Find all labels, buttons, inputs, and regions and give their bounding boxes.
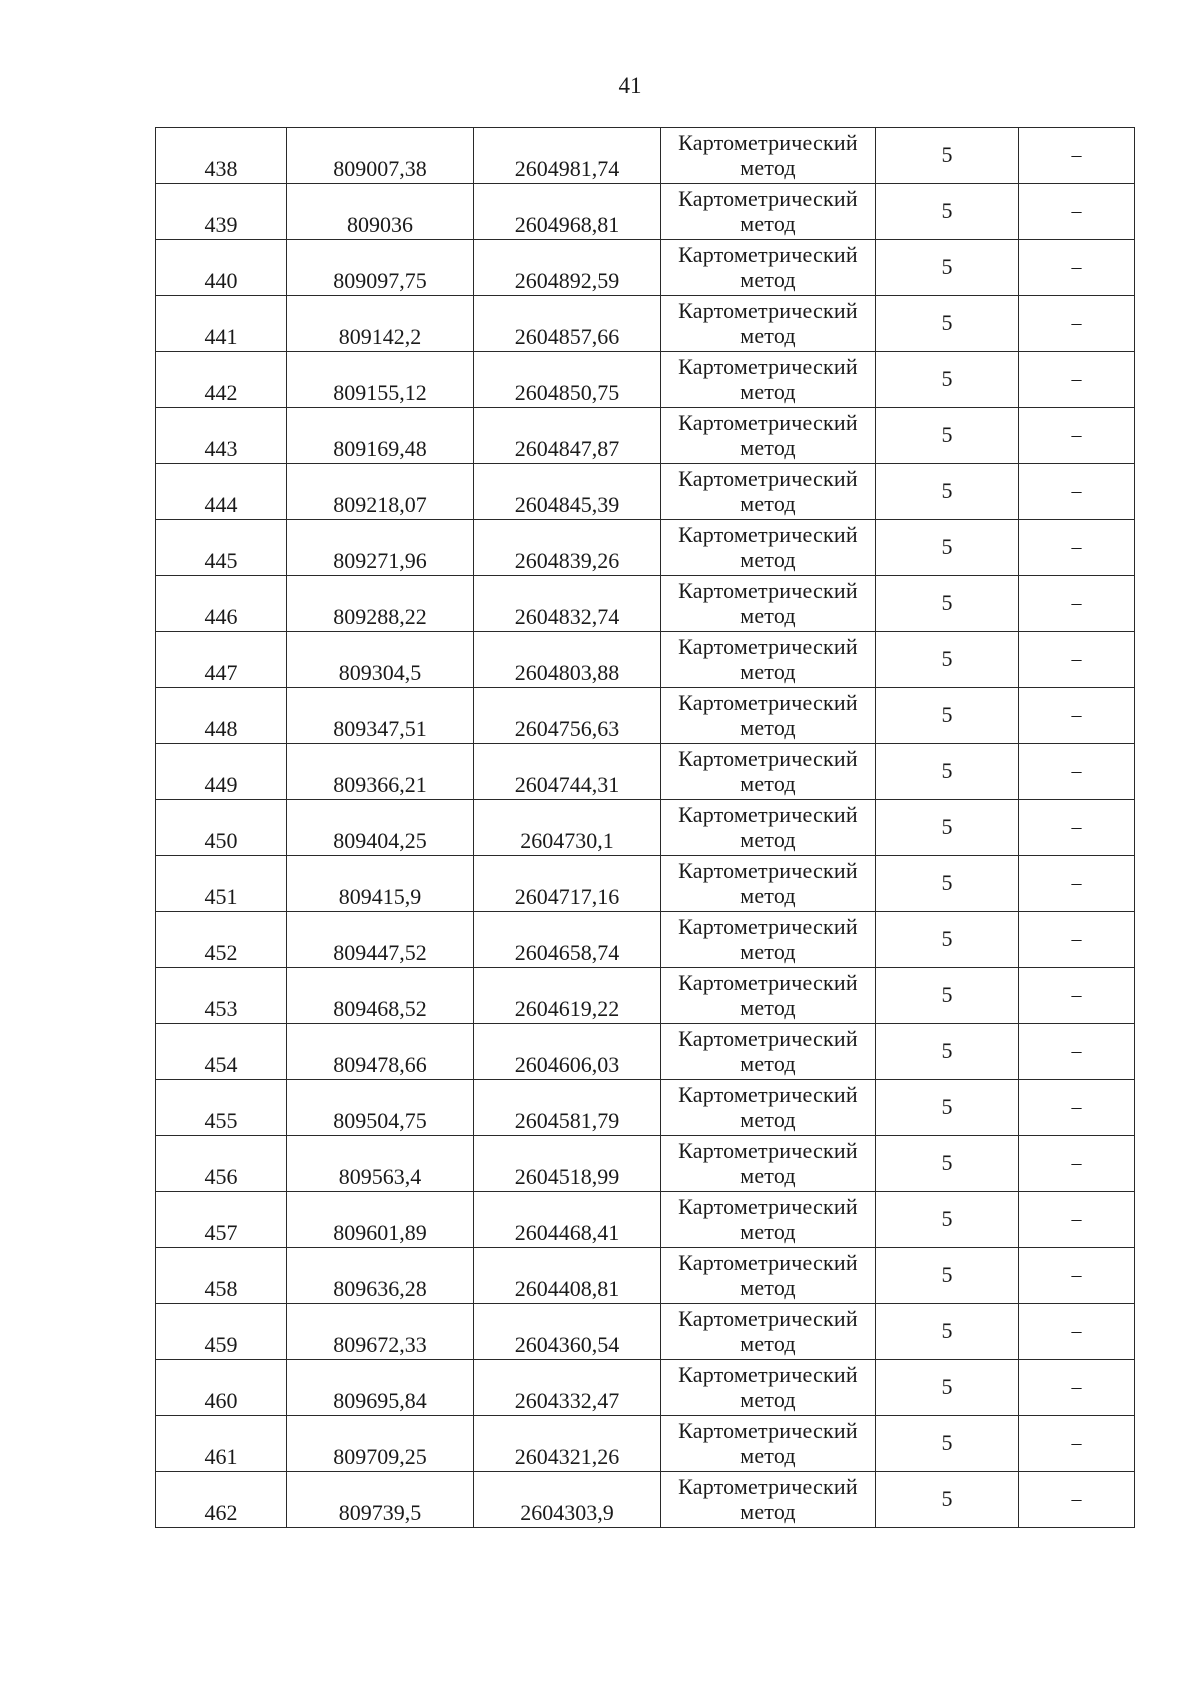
table-row bbox=[156, 128, 1135, 184]
y-coordinate-cell: 2604744,31 bbox=[474, 744, 661, 800]
x-coordinate-cell: 809468,52 bbox=[287, 968, 474, 1024]
method-line-2: метод bbox=[740, 994, 796, 1020]
accuracy-cell: 5 bbox=[876, 352, 1019, 408]
accuracy-cell: 5 bbox=[876, 1304, 1019, 1360]
accuracy-cell: 5 bbox=[876, 856, 1019, 912]
point-number-cell: 445 bbox=[156, 520, 287, 576]
method-line-2: метод bbox=[740, 546, 796, 572]
x-coordinate-cell: 809695,84 bbox=[287, 1360, 474, 1416]
method-cell bbox=[661, 1472, 876, 1528]
method-line-1: Картометрический bbox=[678, 857, 858, 883]
y-coordinate-cell: 2604408,81 bbox=[474, 1248, 661, 1304]
x-coordinate-cell: 809739,5 bbox=[287, 1472, 474, 1528]
table-row bbox=[156, 240, 1135, 296]
y-coordinate-cell: 2604845,39 bbox=[474, 464, 661, 520]
method-line-1: Картометрический bbox=[678, 1081, 858, 1107]
table-row bbox=[156, 296, 1135, 352]
method-cell bbox=[661, 1304, 876, 1360]
table-row bbox=[156, 1416, 1135, 1472]
method-line-2: метод bbox=[740, 322, 796, 348]
method-line-2: метод bbox=[740, 1386, 796, 1412]
note-cell: – bbox=[1019, 520, 1135, 576]
y-coordinate-cell: 2604850,75 bbox=[474, 352, 661, 408]
method-line-2: метод bbox=[740, 602, 796, 628]
accuracy-cell: 5 bbox=[876, 1080, 1019, 1136]
point-number-cell: 439 bbox=[156, 184, 287, 240]
accuracy-cell: 5 bbox=[876, 1136, 1019, 1192]
method-line-2: метод bbox=[740, 826, 796, 852]
y-coordinate-cell: 2604658,74 bbox=[474, 912, 661, 968]
accuracy-cell: 5 bbox=[876, 296, 1019, 352]
y-coordinate-cell: 2604581,79 bbox=[474, 1080, 661, 1136]
note-cell: – bbox=[1019, 1416, 1135, 1472]
x-coordinate-cell: 809478,66 bbox=[287, 1024, 474, 1080]
note-cell: – bbox=[1019, 688, 1135, 744]
note-cell: – bbox=[1019, 1136, 1135, 1192]
method-line-1: Картометрический bbox=[678, 521, 858, 547]
method-line-2: метод bbox=[740, 1162, 796, 1188]
table-body bbox=[156, 128, 1135, 1528]
x-coordinate-cell: 809709,25 bbox=[287, 1416, 474, 1472]
method-line-1: Картометрический bbox=[678, 353, 858, 379]
note-cell: – bbox=[1019, 632, 1135, 688]
coordinates-table bbox=[155, 127, 1135, 1528]
note-cell: – bbox=[1019, 1304, 1135, 1360]
x-coordinate-cell: 809142,2 bbox=[287, 296, 474, 352]
method-line-2: метод bbox=[740, 882, 796, 908]
table-row bbox=[156, 912, 1135, 968]
table-row bbox=[156, 1080, 1135, 1136]
method-line-1: Картометрический bbox=[678, 801, 858, 827]
method-cell bbox=[661, 688, 876, 744]
point-number-cell: 457 bbox=[156, 1192, 287, 1248]
table-row bbox=[156, 800, 1135, 856]
point-number-cell: 453 bbox=[156, 968, 287, 1024]
point-number-cell: 458 bbox=[156, 1248, 287, 1304]
note-cell: – bbox=[1019, 1248, 1135, 1304]
note-cell: – bbox=[1019, 912, 1135, 968]
method-cell bbox=[661, 464, 876, 520]
y-coordinate-cell: 2604360,54 bbox=[474, 1304, 661, 1360]
x-coordinate-cell: 809347,51 bbox=[287, 688, 474, 744]
method-line-1: Картометрический bbox=[678, 577, 858, 603]
accuracy-cell: 5 bbox=[876, 632, 1019, 688]
note-cell: – bbox=[1019, 1360, 1135, 1416]
table-row bbox=[156, 968, 1135, 1024]
table-row bbox=[156, 520, 1135, 576]
point-number-cell: 455 bbox=[156, 1080, 287, 1136]
point-number-cell: 452 bbox=[156, 912, 287, 968]
accuracy-cell: 5 bbox=[876, 800, 1019, 856]
method-line-2: метод bbox=[740, 1442, 796, 1468]
note-cell: – bbox=[1019, 1024, 1135, 1080]
method-line-2: метод bbox=[740, 378, 796, 404]
note-cell: – bbox=[1019, 968, 1135, 1024]
method-cell bbox=[661, 1360, 876, 1416]
table-row bbox=[156, 576, 1135, 632]
y-coordinate-cell: 2604839,26 bbox=[474, 520, 661, 576]
table-row bbox=[156, 1192, 1135, 1248]
x-coordinate-cell: 809672,33 bbox=[287, 1304, 474, 1360]
point-number-cell: 447 bbox=[156, 632, 287, 688]
note-cell: – bbox=[1019, 1472, 1135, 1528]
point-number-cell: 441 bbox=[156, 296, 287, 352]
method-line-1: Картометрический bbox=[678, 241, 858, 267]
point-number-cell: 442 bbox=[156, 352, 287, 408]
accuracy-cell: 5 bbox=[876, 408, 1019, 464]
accuracy-cell: 5 bbox=[876, 1192, 1019, 1248]
y-coordinate-cell: 2604468,41 bbox=[474, 1192, 661, 1248]
method-line-1: Картометрический bbox=[678, 1193, 858, 1219]
method-line-2: метод bbox=[740, 714, 796, 740]
method-cell bbox=[661, 184, 876, 240]
note-cell: – bbox=[1019, 800, 1135, 856]
method-cell bbox=[661, 968, 876, 1024]
accuracy-cell: 5 bbox=[876, 1416, 1019, 1472]
method-cell bbox=[661, 1192, 876, 1248]
table-row bbox=[156, 632, 1135, 688]
x-coordinate-cell: 809504,75 bbox=[287, 1080, 474, 1136]
method-line-1: Картометрический bbox=[678, 745, 858, 771]
method-line-1: Картометрический bbox=[678, 409, 858, 435]
table-row bbox=[156, 1024, 1135, 1080]
x-coordinate-cell: 809169,48 bbox=[287, 408, 474, 464]
x-coordinate-cell: 809636,28 bbox=[287, 1248, 474, 1304]
method-line-1: Картометрический bbox=[678, 1417, 858, 1443]
method-cell bbox=[661, 352, 876, 408]
point-number-cell: 446 bbox=[156, 576, 287, 632]
note-cell: – bbox=[1019, 464, 1135, 520]
method-line-1: Картометрический bbox=[678, 689, 858, 715]
y-coordinate-cell: 2604332,47 bbox=[474, 1360, 661, 1416]
accuracy-cell: 5 bbox=[876, 464, 1019, 520]
table-row bbox=[156, 408, 1135, 464]
accuracy-cell: 5 bbox=[876, 128, 1019, 184]
note-cell: – bbox=[1019, 744, 1135, 800]
point-number-cell: 460 bbox=[156, 1360, 287, 1416]
x-coordinate-cell: 809601,89 bbox=[287, 1192, 474, 1248]
method-cell bbox=[661, 520, 876, 576]
x-coordinate-cell: 809415,9 bbox=[287, 856, 474, 912]
accuracy-cell: 5 bbox=[876, 744, 1019, 800]
method-cell bbox=[661, 632, 876, 688]
table-row bbox=[156, 184, 1135, 240]
method-cell bbox=[661, 408, 876, 464]
table-row bbox=[156, 688, 1135, 744]
table-row bbox=[156, 1360, 1135, 1416]
accuracy-cell: 5 bbox=[876, 968, 1019, 1024]
y-coordinate-cell: 2604756,63 bbox=[474, 688, 661, 744]
accuracy-cell: 5 bbox=[876, 184, 1019, 240]
method-cell bbox=[661, 1080, 876, 1136]
point-number-cell: 462 bbox=[156, 1472, 287, 1528]
table-row bbox=[156, 1304, 1135, 1360]
accuracy-cell: 5 bbox=[876, 1360, 1019, 1416]
accuracy-cell: 5 bbox=[876, 240, 1019, 296]
method-cell bbox=[661, 1024, 876, 1080]
y-coordinate-cell: 2604321,26 bbox=[474, 1416, 661, 1472]
method-cell bbox=[661, 128, 876, 184]
y-coordinate-cell: 2604730,1 bbox=[474, 800, 661, 856]
point-number-cell: 440 bbox=[156, 240, 287, 296]
method-line-1: Картометрический bbox=[678, 1137, 858, 1163]
method-cell bbox=[661, 856, 876, 912]
method-line-2: метод bbox=[740, 1106, 796, 1132]
point-number-cell: 456 bbox=[156, 1136, 287, 1192]
method-line-1: Картометрический bbox=[678, 913, 858, 939]
method-line-2: метод bbox=[740, 1274, 796, 1300]
accuracy-cell: 5 bbox=[876, 1248, 1019, 1304]
point-number-cell: 449 bbox=[156, 744, 287, 800]
x-coordinate-cell: 809097,75 bbox=[287, 240, 474, 296]
method-line-2: метод bbox=[740, 434, 796, 460]
method-line-1: Картометрический bbox=[678, 465, 858, 491]
method-line-1: Картометрический bbox=[678, 1305, 858, 1331]
method-cell bbox=[661, 240, 876, 296]
y-coordinate-cell: 2604847,87 bbox=[474, 408, 661, 464]
note-cell: – bbox=[1019, 856, 1135, 912]
method-line-1: Картометрический bbox=[678, 1025, 858, 1051]
method-line-2: метод bbox=[740, 266, 796, 292]
point-number-cell: 451 bbox=[156, 856, 287, 912]
x-coordinate-cell: 809218,07 bbox=[287, 464, 474, 520]
note-cell: – bbox=[1019, 1192, 1135, 1248]
method-cell bbox=[661, 296, 876, 352]
y-coordinate-cell: 2604832,74 bbox=[474, 576, 661, 632]
method-cell bbox=[661, 744, 876, 800]
note-cell: – bbox=[1019, 184, 1135, 240]
point-number-cell: 444 bbox=[156, 464, 287, 520]
y-coordinate-cell: 2604619,22 bbox=[474, 968, 661, 1024]
method-line-1: Картометрический bbox=[678, 1473, 858, 1499]
note-cell: – bbox=[1019, 128, 1135, 184]
x-coordinate-cell: 809447,52 bbox=[287, 912, 474, 968]
y-coordinate-cell: 2604717,16 bbox=[474, 856, 661, 912]
y-coordinate-cell: 2604803,88 bbox=[474, 632, 661, 688]
point-number-cell: 459 bbox=[156, 1304, 287, 1360]
x-coordinate-cell: 809155,12 bbox=[287, 352, 474, 408]
method-line-1: Картометрический bbox=[678, 969, 858, 995]
point-number-cell: 454 bbox=[156, 1024, 287, 1080]
x-coordinate-cell: 809036 bbox=[287, 184, 474, 240]
y-coordinate-cell: 2604968,81 bbox=[474, 184, 661, 240]
method-line-2: метод bbox=[740, 490, 796, 516]
method-line-2: метод bbox=[740, 1050, 796, 1076]
note-cell: – bbox=[1019, 240, 1135, 296]
x-coordinate-cell: 809271,96 bbox=[287, 520, 474, 576]
method-line-2: метод bbox=[740, 154, 796, 180]
point-number-cell: 448 bbox=[156, 688, 287, 744]
accuracy-cell: 5 bbox=[876, 576, 1019, 632]
x-coordinate-cell: 809404,25 bbox=[287, 800, 474, 856]
x-coordinate-cell: 809304,5 bbox=[287, 632, 474, 688]
y-coordinate-cell: 2604857,66 bbox=[474, 296, 661, 352]
method-cell bbox=[661, 912, 876, 968]
method-cell bbox=[661, 576, 876, 632]
note-cell: – bbox=[1019, 576, 1135, 632]
method-line-2: метод bbox=[740, 1498, 796, 1524]
table-row bbox=[156, 1136, 1135, 1192]
method-cell bbox=[661, 1248, 876, 1304]
accuracy-cell: 5 bbox=[876, 1024, 1019, 1080]
x-coordinate-cell: 809563,4 bbox=[287, 1136, 474, 1192]
method-line-1: Картометрический bbox=[678, 1361, 858, 1387]
note-cell: – bbox=[1019, 1080, 1135, 1136]
y-coordinate-cell: 2604303,9 bbox=[474, 1472, 661, 1528]
table-row bbox=[156, 464, 1135, 520]
method-line-2: метод bbox=[740, 770, 796, 796]
point-number-cell: 461 bbox=[156, 1416, 287, 1472]
method-line-2: метод bbox=[740, 1218, 796, 1244]
point-number-cell: 438 bbox=[156, 128, 287, 184]
note-cell: – bbox=[1019, 296, 1135, 352]
x-coordinate-cell: 809007,38 bbox=[287, 128, 474, 184]
table-row bbox=[156, 744, 1135, 800]
y-coordinate-cell: 2604606,03 bbox=[474, 1024, 661, 1080]
accuracy-cell: 5 bbox=[876, 520, 1019, 576]
x-coordinate-cell: 809366,21 bbox=[287, 744, 474, 800]
point-number-cell: 443 bbox=[156, 408, 287, 464]
method-line-2: метод bbox=[740, 210, 796, 236]
table-row bbox=[156, 352, 1135, 408]
method-line-2: метод bbox=[740, 1330, 796, 1356]
table-row bbox=[156, 1472, 1135, 1528]
y-coordinate-cell: 2604981,74 bbox=[474, 128, 661, 184]
method-line-1: Картометрический bbox=[678, 185, 858, 211]
accuracy-cell: 5 bbox=[876, 688, 1019, 744]
method-line-1: Картометрический bbox=[678, 129, 858, 155]
method-line-2: метод bbox=[740, 658, 796, 684]
method-line-1: Картометрический bbox=[678, 1249, 858, 1275]
note-cell: – bbox=[1019, 352, 1135, 408]
method-cell bbox=[661, 1136, 876, 1192]
table-row bbox=[156, 1248, 1135, 1304]
y-coordinate-cell: 2604892,59 bbox=[474, 240, 661, 296]
method-line-2: метод bbox=[740, 938, 796, 964]
table-row bbox=[156, 856, 1135, 912]
method-line-1: Картометрический bbox=[678, 633, 858, 659]
method-cell bbox=[661, 1416, 876, 1472]
note-cell: – bbox=[1019, 408, 1135, 464]
accuracy-cell: 5 bbox=[876, 912, 1019, 968]
page-number: 41 bbox=[618, 73, 642, 98]
x-coordinate-cell: 809288,22 bbox=[287, 576, 474, 632]
method-line-1: Картометрический bbox=[678, 297, 858, 323]
method-cell bbox=[661, 800, 876, 856]
accuracy-cell: 5 bbox=[876, 1472, 1019, 1528]
point-number-cell: 450 bbox=[156, 800, 287, 856]
y-coordinate-cell: 2604518,99 bbox=[474, 1136, 661, 1192]
